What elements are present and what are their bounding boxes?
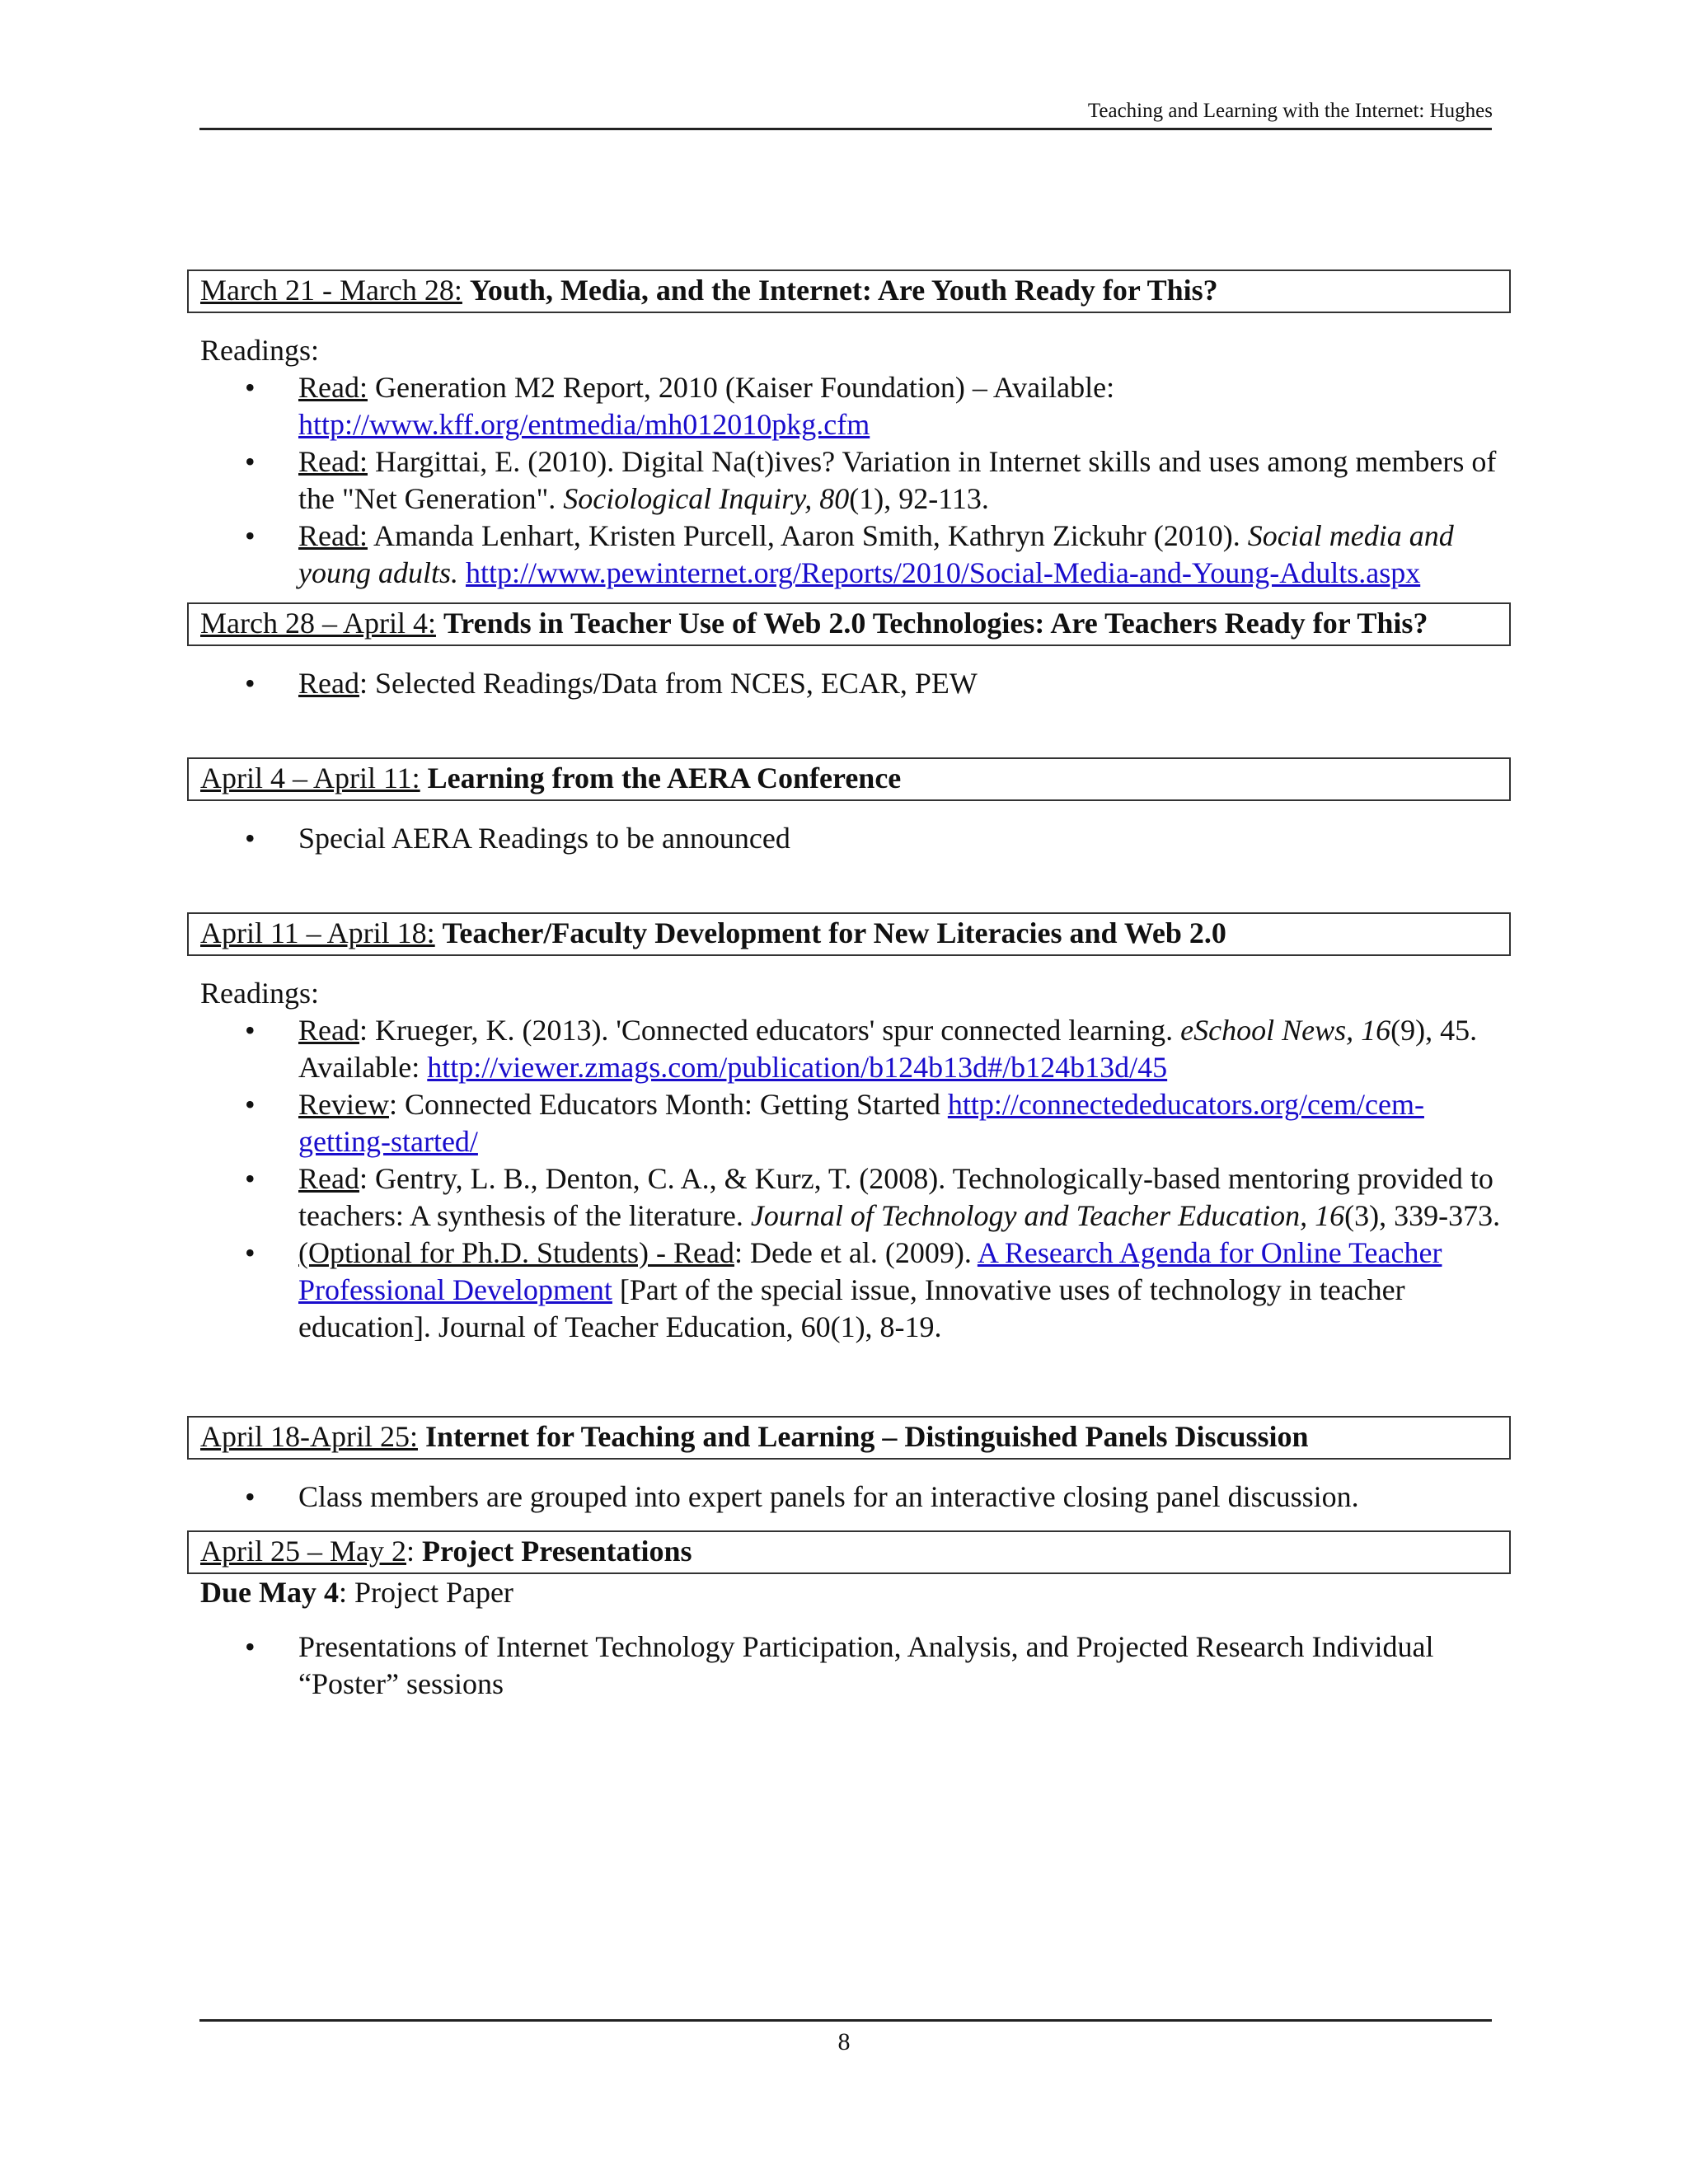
article-link[interactable]: A Research Agenda for Online Teacher Professional Development: [298, 1236, 1442, 1306]
footer-rule: [199, 2019, 1492, 2022]
list-item: • Read: Krueger, K. (2013). 'Connected educators' spur connected learning. eSchool News, 16(9), 45. Available: http://viewer.zmags.com/publication/b124b13d#/b124b13d/45: [187, 1012, 1511, 1086]
list-item: • (Optional for Ph.D. Students) - Read: Dede et al. (2009). A Research Agenda for Online Teacher Professional Development [Part of the special issue, Innovative uses of technology in teacher education]. Journal of Teacher Education, 60(1), 8-19.: [187, 1235, 1511, 1346]
item-lead: (Optional for Ph.D. Students) - Read: [298, 1236, 734, 1269]
item-lead: Read:: [298, 371, 368, 404]
item-lead: Read:: [298, 519, 368, 552]
week-heading: [187, 1416, 1511, 1460]
list-item: • Read: Selected Readings/Data from NCES, ECAR, PEW: [187, 665, 1511, 702]
due-label: Due May 4: [200, 1576, 339, 1609]
journal-title: Sociological Inquiry, 80: [563, 482, 850, 515]
week-heading: [187, 912, 1511, 956]
item-lead: Read: [298, 667, 359, 700]
week-title: Project Presentations: [422, 1535, 692, 1568]
readings-label: Readings:: [200, 334, 319, 367]
week-dates: April 4 – April 11:: [200, 762, 420, 794]
report-title: Social media and young adults.: [298, 519, 1454, 589]
reading-link[interactable]: http://connectededucators.org/cem/cem-getting-started/: [298, 1088, 1424, 1158]
reading-list: [187, 665, 1511, 702]
week-heading: [187, 757, 1511, 801]
week-dates: March 28 – April 4:: [200, 607, 436, 640]
reading-link[interactable]: http://www.pewinternet.org/Reports/2010/Social-Media-and-Young-Adults.aspx: [466, 556, 1421, 589]
list-item: • Class members are grouped into expert panels for an interactive closing panel discussion.: [187, 1479, 1511, 1516]
item-lead: Read: [298, 1162, 359, 1195]
due-line: Due May 4: Project Paper: [200, 1576, 513, 1609]
list-item: • Review: Connected Educators Month: Getting Started http://connectededucators.org/cem/cem-getting-started/: [187, 1086, 1511, 1160]
item-lead: Read: [298, 1014, 359, 1047]
journal-title: eSchool News, 16: [1180, 1014, 1391, 1047]
running-header: Teaching and Learning with the Internet: Hughes: [1087, 100, 1493, 122]
week-title: Internet for Teaching and Learning – Distinguished Panels Discussion: [417, 1420, 1309, 1453]
list-item: • Read: Gentry, L. B., Denton, C. A., & Kurz, T. (2008). Technologically-based mentoring provided to teachers: A synthesis of the literature. Journal of Technology and Teacher Education, 16(3), 339-373.: [187, 1160, 1511, 1235]
list-item: • Read: Hargittai, E. (2010). Digital Na(t)ives? Variation in Internet skills and uses among members of the "Net Generation". Sociological Inquiry, 80(1), 92-113.: [187, 443, 1511, 518]
week-dates: March 21 - March 28:: [200, 274, 462, 307]
list-item: • Presentations of Internet Technology Participation, Analysis, and Projected Research Individual “Poster” sessions: [187, 1629, 1511, 1703]
list-item: • Special AERA Readings to be announced: [187, 820, 1511, 857]
week-title: Teacher/Faculty Development for New Literacies and Web 2.0: [442, 916, 1226, 949]
week-heading: [187, 602, 1511, 646]
week-dates: April 11 – April 18:: [200, 916, 435, 949]
journal-title: Journal of Technology and Teacher Education, 16: [750, 1199, 1345, 1232]
page-number: 8: [837, 2028, 851, 2055]
readings-label: Readings:: [200, 977, 319, 1010]
header-rule: [199, 128, 1492, 130]
reading-link[interactable]: http://viewer.zmags.com/publication/b124b13d#/b124b13d/45: [427, 1051, 1168, 1084]
reading-list: [187, 820, 1511, 857]
week-title: Youth, Media, and the Internet: Are Youth Ready for This?: [469, 274, 1218, 307]
week-title: Learning from the AERA Conference: [427, 762, 902, 794]
list-item: • Read: Generation M2 Report, 2010 (Kaiser Foundation) – Available: http://www.kff.org/entmedia/mh012010pkg.cfm: [187, 369, 1511, 443]
reading-link[interactable]: http://www.kff.org/entmedia/mh012010pkg.cfm: [298, 408, 870, 441]
list-item: • Read: Amanda Lenhart, Kristen Purcell, Aaron Smith, Kathryn Zickuhr (2010). Social media and young adults. http://www.pewinternet.org/Reports/2010/Social-Media-and-Young-Adults.aspx: [187, 518, 1511, 592]
item-lead: Review: [298, 1088, 389, 1121]
reading-list: [187, 1629, 1511, 1703]
schedule-content: [187, 269, 1511, 1703]
reading-list: [187, 369, 1511, 592]
week-heading: April 25 – May 2: Project Presentations: [187, 1530, 1511, 1574]
week-dates: April 25 – May 2: [200, 1535, 406, 1568]
reading-list: [187, 1012, 1511, 1346]
week-title: Trends in Teacher Use of Web 2.0 Technologies: Are Teachers Ready for This?: [443, 607, 1428, 640]
reading-list: [187, 1479, 1511, 1516]
item-lead: Read:: [298, 445, 368, 478]
week-heading: [187, 269, 1511, 313]
week-dates: April 18-April 25:: [200, 1420, 418, 1453]
